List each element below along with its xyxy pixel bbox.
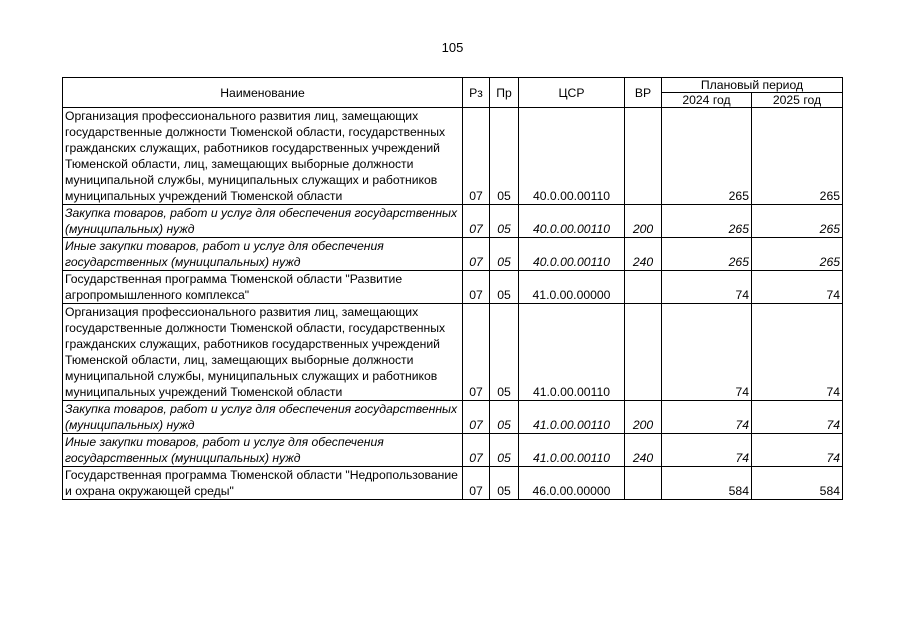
- cell-name: Государственная программа Тюменской области "Недропользование и охрана окружающей среды": [63, 467, 463, 500]
- cell-csr: 41.0.00.00110: [519, 401, 625, 434]
- table-header: [63, 78, 843, 108]
- table-row: [63, 271, 843, 304]
- cell-vr: 240: [625, 434, 662, 467]
- cell-rz: 07: [463, 205, 490, 238]
- table-row: [63, 238, 843, 271]
- table-row: [63, 467, 843, 500]
- cell-2024: 74: [662, 304, 752, 401]
- cell-pr: 05: [490, 205, 519, 238]
- table-row: [63, 108, 843, 205]
- cell-2025: 265: [752, 108, 843, 205]
- cell-csr: 40.0.00.00110: [519, 108, 625, 205]
- table-body: [63, 108, 843, 500]
- cell-name: Иные закупки товаров, работ и услуг для обеспечения государственных (муниципальных) нужд: [63, 238, 463, 271]
- cell-csr: 40.0.00.00110: [519, 205, 625, 238]
- cell-name: Организация профессионального развития лиц, замещающих государственные должности Тюменской области, государственных гражданских служащих, работников государственных учреждений Тюменской области, лиц, замещающих выборные должности муниципальной службы, муниципальных служащих и работников муниципальных учреждений Тюменской области: [63, 108, 463, 205]
- cell-2024: 74: [662, 434, 752, 467]
- header-csr: ЦСР: [519, 78, 625, 108]
- cell-csr: 41.0.00.00110: [519, 434, 625, 467]
- cell-vr: [625, 271, 662, 304]
- budget-table: [62, 77, 843, 500]
- cell-pr: 05: [490, 238, 519, 271]
- table-row: [63, 304, 843, 401]
- cell-rz: 07: [463, 238, 490, 271]
- cell-pr: 05: [490, 271, 519, 304]
- cell-rz: 07: [463, 271, 490, 304]
- table-row: [63, 434, 843, 467]
- header-year-2025: 2025 год: [752, 93, 843, 108]
- cell-rz: 07: [463, 467, 490, 500]
- cell-pr: 05: [490, 467, 519, 500]
- cell-vr: [625, 108, 662, 205]
- header-pr: Пр: [490, 78, 519, 108]
- cell-2024: 265: [662, 108, 752, 205]
- cell-2025: 265: [752, 205, 843, 238]
- table-row: [63, 205, 843, 238]
- cell-pr: 05: [490, 401, 519, 434]
- cell-name: Закупка товаров, работ и услуг для обеспечения государственных (муниципальных) нужд: [63, 401, 463, 434]
- cell-2025: 584: [752, 467, 843, 500]
- cell-name: Иные закупки товаров, работ и услуг для обеспечения государственных (муниципальных) нужд: [63, 434, 463, 467]
- cell-pr: 05: [490, 108, 519, 205]
- cell-vr: 200: [625, 205, 662, 238]
- header-vr: ВР: [625, 78, 662, 108]
- table-row: [63, 401, 843, 434]
- header-planned-period: Плановый период: [662, 78, 843, 93]
- cell-rz: 07: [463, 108, 490, 205]
- header-year-2024: 2024 год: [662, 93, 752, 108]
- cell-2025: 74: [752, 304, 843, 401]
- cell-2024: 74: [662, 271, 752, 304]
- cell-csr: 46.0.00.00000: [519, 467, 625, 500]
- cell-2025: 74: [752, 271, 843, 304]
- cell-2025: 265: [752, 238, 843, 271]
- cell-name: Закупка товаров, работ и услуг для обеспечения государственных (муниципальных) нужд: [63, 205, 463, 238]
- cell-2024: 265: [662, 205, 752, 238]
- cell-rz: 07: [463, 401, 490, 434]
- cell-2025: 74: [752, 401, 843, 434]
- cell-rz: 07: [463, 304, 490, 401]
- cell-vr: [625, 304, 662, 401]
- cell-vr: [625, 467, 662, 500]
- cell-name: Организация профессионального развития лиц, замещающих государственные должности Тюменской области, государственных гражданских служащих, работников государственных учреждений Тюменской области, лиц, замещающих выборные должности муниципальной службы, муниципальных служащих и работников муниципальных учреждений Тюменской области: [63, 304, 463, 401]
- cell-csr: 40.0.00.00110: [519, 238, 625, 271]
- cell-2024: 584: [662, 467, 752, 500]
- cell-2024: 74: [662, 401, 752, 434]
- header-rz: Рз: [463, 78, 490, 108]
- cell-csr: 41.0.00.00110: [519, 304, 625, 401]
- cell-pr: 05: [490, 304, 519, 401]
- cell-2025: 74: [752, 434, 843, 467]
- cell-csr: 41.0.00.00000: [519, 271, 625, 304]
- cell-2024: 265: [662, 238, 752, 271]
- cell-vr: 240: [625, 238, 662, 271]
- cell-rz: 07: [463, 434, 490, 467]
- cell-vr: 200: [625, 401, 662, 434]
- header-name: Наименование: [63, 78, 463, 108]
- cell-pr: 05: [490, 434, 519, 467]
- page-number: 105: [441, 40, 464, 55]
- cell-name: Государственная программа Тюменской области "Развитие агропромышленного комплекса": [63, 271, 463, 304]
